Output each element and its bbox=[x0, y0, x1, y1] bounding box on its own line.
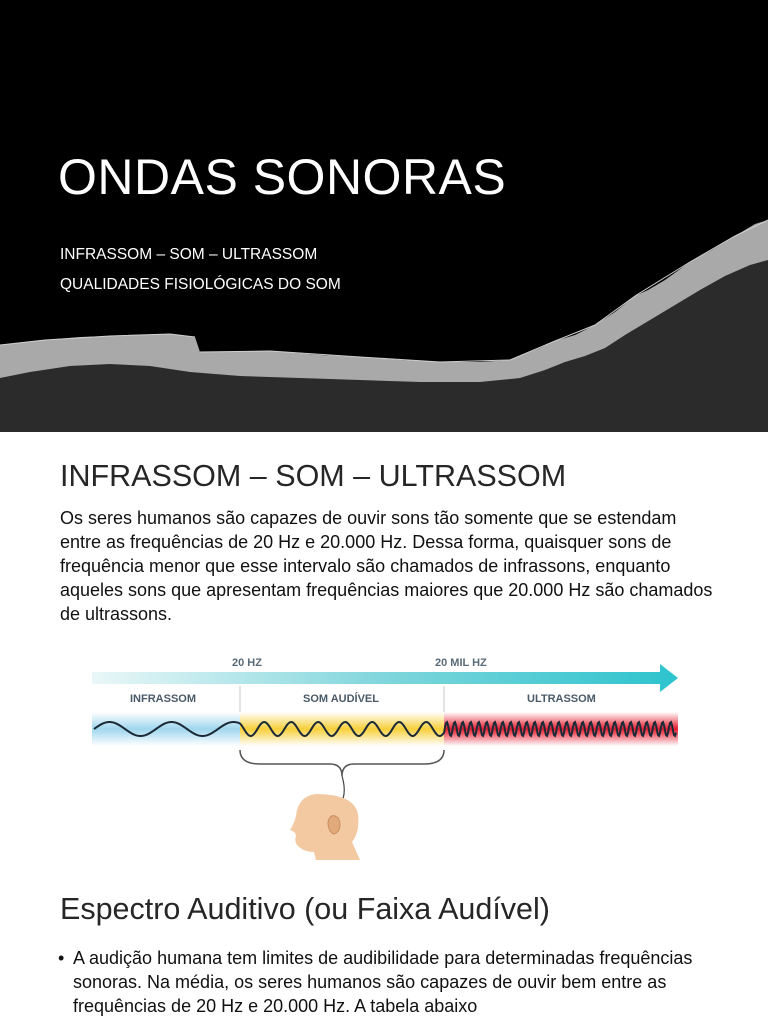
sound-spectrum-figure bbox=[90, 646, 680, 861]
band-label-som-audivel: SOM AUDÍVEL bbox=[303, 693, 379, 705]
bullet-text: A audição humana tem limites de audibilidade para determinadas frequências sonoras. Na média, os seres humanos são capazes de ouvir bem entre as frequências de 20 Hz e 20.000 Hz. A tabela abaixo bbox=[73, 948, 693, 1016]
subtitle-line-2: QUALIDADES FISIOLÓGICAS DO SOM bbox=[60, 276, 341, 293]
title: ONDAS SONORAS bbox=[58, 149, 507, 205]
arrow-label-20milhz: 20 MIL HZ bbox=[435, 657, 487, 669]
content-slide bbox=[0, 432, 768, 1024]
band-label-infrassom: INFRASSOM bbox=[130, 693, 196, 705]
section-title: INFRASSOM – SOM – ULTRASSOM bbox=[60, 459, 567, 493]
head-profile-icon bbox=[290, 794, 360, 860]
title-slide bbox=[0, 0, 768, 432]
bullet-symbol: • bbox=[58, 948, 65, 968]
audible-range-brace bbox=[240, 750, 444, 776]
frequency-arrow bbox=[92, 664, 678, 692]
subtitle-block bbox=[60, 240, 341, 300]
subtitle-line-1: INFRASSOM – SOM – ULTRASSOM bbox=[60, 246, 318, 263]
mountain-silhouette bbox=[0, 0, 768, 432]
intro-paragraph: Os seres humanos são capazes de ouvir sons tão somente que se estendam entre as frequências de 20 Hz e 20.000 Hz. Dessa forma, quaisquer sons de frequência menor que esse intervalo são chamados de infrassons, enquanto aqueles sons que apresentam frequências maiores que 20.000 Hz são chamados de ultrassons. bbox=[60, 508, 713, 624]
band-label-ultrassom: ULTRASSOM bbox=[527, 693, 596, 705]
subsection-title: Espectro Auditivo (ou Faixa Audível) bbox=[60, 892, 550, 926]
bullet-item bbox=[58, 946, 718, 1018]
arrow-label-20hz: 20 HZ bbox=[232, 657, 262, 669]
